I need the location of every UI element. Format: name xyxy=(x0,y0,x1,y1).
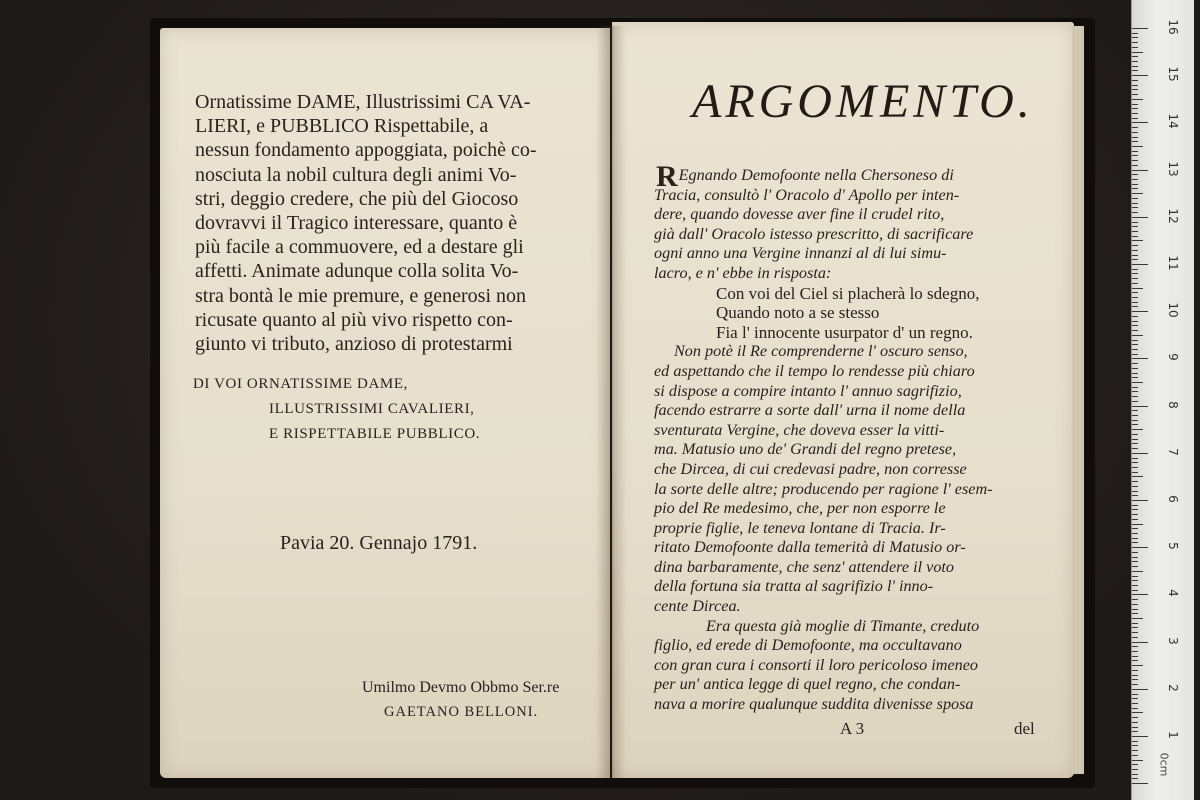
ruler-tick xyxy=(1132,302,1138,303)
ruler-tick xyxy=(1132,292,1138,293)
ruler-number: 8 xyxy=(1166,400,1180,409)
argument-line: nava a morire qualunque suddita divenisse sposa xyxy=(654,695,974,714)
signature-mark: A 3 xyxy=(840,719,865,738)
argument-line: della fortuna sia tratta al sagrifizio l' inno- xyxy=(654,577,934,596)
dedication-line: dovravvi il Tragico interessare, quanto è xyxy=(195,212,518,235)
ruler-tick xyxy=(1132,269,1138,270)
ruler-tick xyxy=(1132,778,1138,779)
argument-line: ma. Matusio uno de' Grandi del regno pretese, xyxy=(654,440,957,459)
ruler-tick xyxy=(1132,127,1138,128)
ruler-tick xyxy=(1132,571,1143,572)
ruler-tick xyxy=(1132,712,1143,713)
ruler-tick xyxy=(1132,694,1138,695)
ruler-tick xyxy=(1132,321,1138,322)
ruler-number: 2 xyxy=(1166,683,1180,692)
ruler-tick xyxy=(1132,684,1138,685)
ruler-unit-label: 0cm xyxy=(1157,752,1171,777)
ruler-tick xyxy=(1132,594,1148,595)
ruler-tick xyxy=(1132,66,1138,67)
ruler-tick xyxy=(1132,443,1138,444)
ruler-tick xyxy=(1132,476,1143,477)
argument-line: Tracia, consultò l' Oracolo d' Apollo per inten- xyxy=(654,185,960,204)
ruler-tick xyxy=(1132,448,1138,449)
ruler-tick xyxy=(1132,198,1138,199)
ruler-tick xyxy=(1132,755,1138,756)
ruler-tick xyxy=(1132,354,1138,355)
ruler-number: 13 xyxy=(1166,160,1180,177)
ruler-tick xyxy=(1132,774,1138,775)
ruler-tick xyxy=(1132,212,1138,213)
ruler-number: 3 xyxy=(1166,636,1180,645)
ruler-tick xyxy=(1132,491,1138,492)
ruler-tick xyxy=(1132,514,1138,515)
ruler-tick xyxy=(1132,609,1138,610)
ruler-tick xyxy=(1132,599,1138,600)
ruler-tick xyxy=(1132,132,1138,133)
ruler-tick xyxy=(1132,311,1148,312)
ruler-tick xyxy=(1132,184,1138,185)
ruler-tick xyxy=(1132,122,1148,123)
ruler-tick xyxy=(1132,727,1138,728)
ruler-tick xyxy=(1132,94,1138,95)
argument-line xyxy=(654,160,1059,193)
ruler-tick xyxy=(1132,552,1138,553)
argument-line: che Dircea, di cui credevasi padre, non corresse xyxy=(654,459,967,478)
argument-line: con gran cura i consorti il loro pericoloso imeneo xyxy=(654,655,979,674)
ruler-tick xyxy=(1132,415,1138,416)
salutation-line: E RISPETTABILE PUBBLICO. xyxy=(269,426,481,442)
argument-line: facendo estrarre a sorte dall' urna il nome della xyxy=(654,401,966,420)
ruler-number: 16 xyxy=(1166,19,1180,35)
ruler-tick xyxy=(1132,604,1138,605)
ruler-tick xyxy=(1132,665,1143,666)
ruler-tick xyxy=(1132,708,1138,709)
ruler-tick xyxy=(1132,731,1138,732)
ruler-tick xyxy=(1132,137,1138,138)
ruler-tick xyxy=(1132,75,1148,76)
argument-line: cente Dircea. xyxy=(654,597,741,616)
ruler-tick xyxy=(1132,207,1138,208)
ruler-tick xyxy=(1132,146,1143,147)
book-gutter xyxy=(596,26,626,778)
dedication-line: stra bontà le mie premure, e generosi non xyxy=(195,284,526,307)
dedication-line: LIERI, e PUBBLICO Rispettabile, a xyxy=(195,115,489,138)
catchword: del xyxy=(1014,719,1035,738)
ruler-number: 14 xyxy=(1166,113,1180,130)
ruler-tick xyxy=(1132,557,1138,558)
ruler-tick xyxy=(1132,656,1138,657)
ruler-tick xyxy=(1132,203,1138,204)
ruler-tick xyxy=(1132,679,1138,680)
ruler-tick xyxy=(1132,382,1143,383)
ruler-tick xyxy=(1132,576,1138,577)
ruler-number: 11 xyxy=(1166,255,1180,271)
argument-line: figlio, ed erede di Demofoonte, ma occultavano xyxy=(654,636,962,655)
ruler-number: 10 xyxy=(1166,302,1180,318)
argument-line: già dall' Oracolo istesso prescritto, di sacrificare xyxy=(654,224,974,243)
ruler-tick xyxy=(1132,580,1138,581)
ruler-number: 12 xyxy=(1166,208,1180,224)
ruler-number: 6 xyxy=(1166,495,1180,503)
ruler-tick xyxy=(1132,670,1138,671)
ruler-tick xyxy=(1132,236,1138,237)
ruler-tick xyxy=(1132,542,1138,543)
dedication-text xyxy=(195,90,595,356)
ruler-tick xyxy=(1132,99,1143,100)
ruler-tick xyxy=(1132,391,1138,392)
ruler-number: 5 xyxy=(1166,542,1180,550)
ruler-tick xyxy=(1132,613,1138,614)
measurement-ruler xyxy=(1131,0,1194,800)
ruler-tick xyxy=(1132,273,1138,274)
closing-formula: Umilmo Devmo Obbmo Ser.re xyxy=(362,679,560,696)
ruler-tick xyxy=(1132,585,1138,586)
ruler-tick xyxy=(1132,519,1138,520)
ruler-tick xyxy=(1132,462,1138,463)
ruler-tick xyxy=(1132,675,1138,676)
ruler-tick xyxy=(1132,538,1138,539)
dedication-line: nessun fondamento appoggiata, poichè co- xyxy=(195,139,537,162)
dedication-line: più facile a commuovere, ed a destare gli xyxy=(195,236,524,259)
ruler-tick xyxy=(1132,750,1138,751)
ruler-tick xyxy=(1132,722,1138,723)
ruler-tick xyxy=(1132,410,1138,411)
ruler-tick xyxy=(1132,33,1138,34)
ruler-tick xyxy=(1132,108,1138,109)
ruler-tick xyxy=(1132,623,1138,624)
argument-line: si dispose a compire intanto l' annuo sagrifizio, xyxy=(654,381,962,400)
ruler-tick xyxy=(1132,764,1138,765)
signature-block xyxy=(362,676,559,724)
ruler-tick xyxy=(1132,316,1138,317)
ruler-tick xyxy=(1132,170,1148,171)
ruler-tick xyxy=(1132,358,1148,359)
ruler-tick xyxy=(1132,453,1148,454)
ruler-tick xyxy=(1132,467,1138,468)
ruler-tick xyxy=(1132,335,1143,336)
ruler-tick xyxy=(1132,547,1148,548)
ruler-tick xyxy=(1132,344,1138,345)
ruler-tick xyxy=(1132,250,1138,251)
ruler-tick xyxy=(1132,406,1148,407)
ruler-tick xyxy=(1132,387,1138,388)
argument-line: ritato Demofoonte dalla temerità di Matusio or- xyxy=(654,538,966,557)
argument-line: proprie figlie, le teneva lontane di Tracia. Ir- xyxy=(654,518,946,537)
ruler-tick xyxy=(1132,349,1138,350)
argument-line: Non potè il Re comprenderne l' oscuro senso, xyxy=(674,342,968,361)
dedication-line: Ornatissime DAME, Illustrissimi CA VA- xyxy=(195,91,531,113)
ruler-tick xyxy=(1132,70,1138,71)
ruler-tick xyxy=(1132,741,1138,742)
ruler-tick xyxy=(1132,524,1143,525)
ruler-tick xyxy=(1132,288,1143,289)
verse-line: Fia l' innocente usurpator d' un regno. xyxy=(716,322,973,342)
ruler-tick xyxy=(1132,222,1138,223)
ruler-tick xyxy=(1132,113,1138,114)
dedication-line: stri, deggio credere, che più del Giocoso xyxy=(195,187,519,210)
ruler-tick xyxy=(1132,160,1138,161)
salutation-block xyxy=(193,372,480,447)
ruler-tick xyxy=(1132,429,1143,430)
ruler-tick xyxy=(1132,85,1138,86)
ruler-tick xyxy=(1132,283,1138,284)
argument-line: sventurata Vergine, che doveva esser la vitti- xyxy=(654,420,945,439)
ruler-tick xyxy=(1132,660,1138,661)
ruler-number: 7 xyxy=(1166,447,1180,456)
ruler-tick xyxy=(1132,363,1138,364)
ruler-tick xyxy=(1132,28,1148,29)
dedication-line: affetti. Animate adunque colla solita Vo- xyxy=(195,260,519,283)
verse-line: Con voi del Ciel si placherà lo sdegno, xyxy=(716,283,980,303)
ruler-tick xyxy=(1132,240,1143,241)
ruler-tick xyxy=(1132,424,1138,425)
ruler-tick xyxy=(1132,325,1138,326)
ruler-tick xyxy=(1132,52,1143,53)
ruler-tick xyxy=(1132,155,1138,156)
ruler-tick xyxy=(1132,618,1143,619)
ruler-tick xyxy=(1132,330,1138,331)
ruler-tick xyxy=(1132,47,1138,48)
ruler-tick xyxy=(1132,439,1138,440)
ruler-tick xyxy=(1132,245,1138,246)
ruler-tick xyxy=(1132,561,1138,562)
ruler-tick xyxy=(1132,495,1138,496)
ruler-tick xyxy=(1132,278,1138,279)
ruler-tick xyxy=(1132,486,1138,487)
ruler-tick xyxy=(1132,89,1138,90)
ruler-tick xyxy=(1132,420,1138,421)
argument-line: per un' antica legge di quel regno, che condan- xyxy=(654,675,961,694)
ruler-tick xyxy=(1132,297,1138,298)
ruler-tick xyxy=(1132,165,1138,166)
ruler-tick xyxy=(1132,736,1148,737)
argument-line: lacro, e n' ebbe in risposta: xyxy=(654,263,832,282)
ruler-tick xyxy=(1132,637,1138,638)
ruler-tick xyxy=(1132,505,1138,506)
verse-line: Quando noto a se stesso xyxy=(716,303,880,323)
argument-line: ogni anno una Vergine innanzi al di lui simu- xyxy=(654,244,947,263)
ruler-tick xyxy=(1132,396,1138,397)
ruler-tick xyxy=(1132,528,1138,529)
ruler-tick xyxy=(1132,769,1138,770)
ruler-tick xyxy=(1132,306,1138,307)
ruler-tick xyxy=(1132,179,1138,180)
ruler-tick xyxy=(1132,590,1138,591)
ruler-tick xyxy=(1132,566,1138,567)
ruler-tick xyxy=(1132,264,1148,265)
ruler-tick xyxy=(1132,472,1138,473)
ruler-tick xyxy=(1132,37,1138,38)
ruler-tick xyxy=(1132,500,1148,501)
ruler-tick xyxy=(1132,340,1138,341)
ruler-tick xyxy=(1132,373,1138,374)
ruler-tick xyxy=(1132,646,1138,647)
ruler-tick xyxy=(1132,533,1138,534)
ruler-tick xyxy=(1132,689,1148,690)
ruler-tick xyxy=(1132,703,1138,704)
ruler-number: 9 xyxy=(1166,353,1180,362)
ruler-tick xyxy=(1132,651,1138,652)
argument-line-text: Egnando Demofoonte nella Chersoneso di xyxy=(678,166,954,184)
ruler-tick xyxy=(1132,42,1138,43)
argument-line: Era questa già moglie di Timante, creduto xyxy=(706,616,980,635)
ruler-tick xyxy=(1132,226,1138,227)
ruler-number: 4 xyxy=(1166,589,1180,598)
ruler-tick xyxy=(1132,632,1138,633)
ruler-tick xyxy=(1132,193,1143,194)
argument-line: dere, quando dovesse aver fine il crudel rito, xyxy=(654,205,945,224)
ruler-tick xyxy=(1132,56,1138,57)
page-edges xyxy=(1072,26,1084,774)
ruler-tick xyxy=(1132,698,1138,699)
ruler-tick xyxy=(1132,217,1148,218)
ruler-tick xyxy=(1132,377,1138,378)
ruler-tick xyxy=(1132,458,1138,459)
ruler-tick xyxy=(1132,434,1138,435)
ruler-tick xyxy=(1132,104,1138,105)
drop-cap-initial: R xyxy=(656,160,678,193)
argument-text xyxy=(654,160,1059,715)
ruler-tick xyxy=(1132,760,1143,761)
dedication-line: nosciuta la nobil cultura degli animi Vo- xyxy=(195,163,517,186)
ruler-tick xyxy=(1132,231,1138,232)
ruler-number: 15 xyxy=(1166,66,1180,82)
ruler-tick xyxy=(1132,509,1138,510)
ruler-tick xyxy=(1132,642,1148,643)
salutation-line: DI VOI ORNATISSIME DAME, xyxy=(193,376,408,392)
ruler-tick xyxy=(1132,188,1138,189)
ruler-tick xyxy=(1132,61,1138,62)
ruler-tick xyxy=(1132,783,1148,784)
ruler-tick xyxy=(1132,141,1138,142)
dedication-line: ricusate quanto al più vivo rispetto con- xyxy=(195,308,513,331)
ruler-tick xyxy=(1132,259,1138,260)
ruler-tick xyxy=(1132,481,1138,482)
argument-line: dina barbaramente, che senz' attendere il voto xyxy=(654,557,955,576)
ruler-tick xyxy=(1132,627,1138,628)
ruler-tick xyxy=(1132,745,1138,746)
signer-name: GAETANO BELLONI. xyxy=(384,704,539,720)
ruler-tick xyxy=(1132,717,1138,718)
ruler-tick xyxy=(1132,174,1138,175)
ruler-tick xyxy=(1132,368,1138,369)
ruler-number: 1 xyxy=(1166,731,1180,739)
page-heading: ARGOMENTO. xyxy=(692,75,1034,128)
ruler-tick xyxy=(1132,118,1138,119)
ruler-tick xyxy=(1132,151,1138,152)
ruler-tick xyxy=(1132,401,1138,402)
date-line: Pavia 20. Gennajo 1791. xyxy=(280,532,478,554)
ruler-tick xyxy=(1132,80,1138,81)
salutation-line: ILLUSTRISSIMI CAVALIERI, xyxy=(269,401,475,417)
argument-line: pio del Re medesimo, che, per non esporre le xyxy=(654,499,946,518)
dedication-line: giunto vi tributo, anzioso di protestarmi xyxy=(195,333,513,356)
ruler-tick xyxy=(1132,255,1138,256)
argument-line: ed aspettando che il tempo lo rendesse più chiaro xyxy=(654,361,975,380)
argument-line: la sorte delle altre; producendo per ragione l' esem- xyxy=(654,479,993,498)
